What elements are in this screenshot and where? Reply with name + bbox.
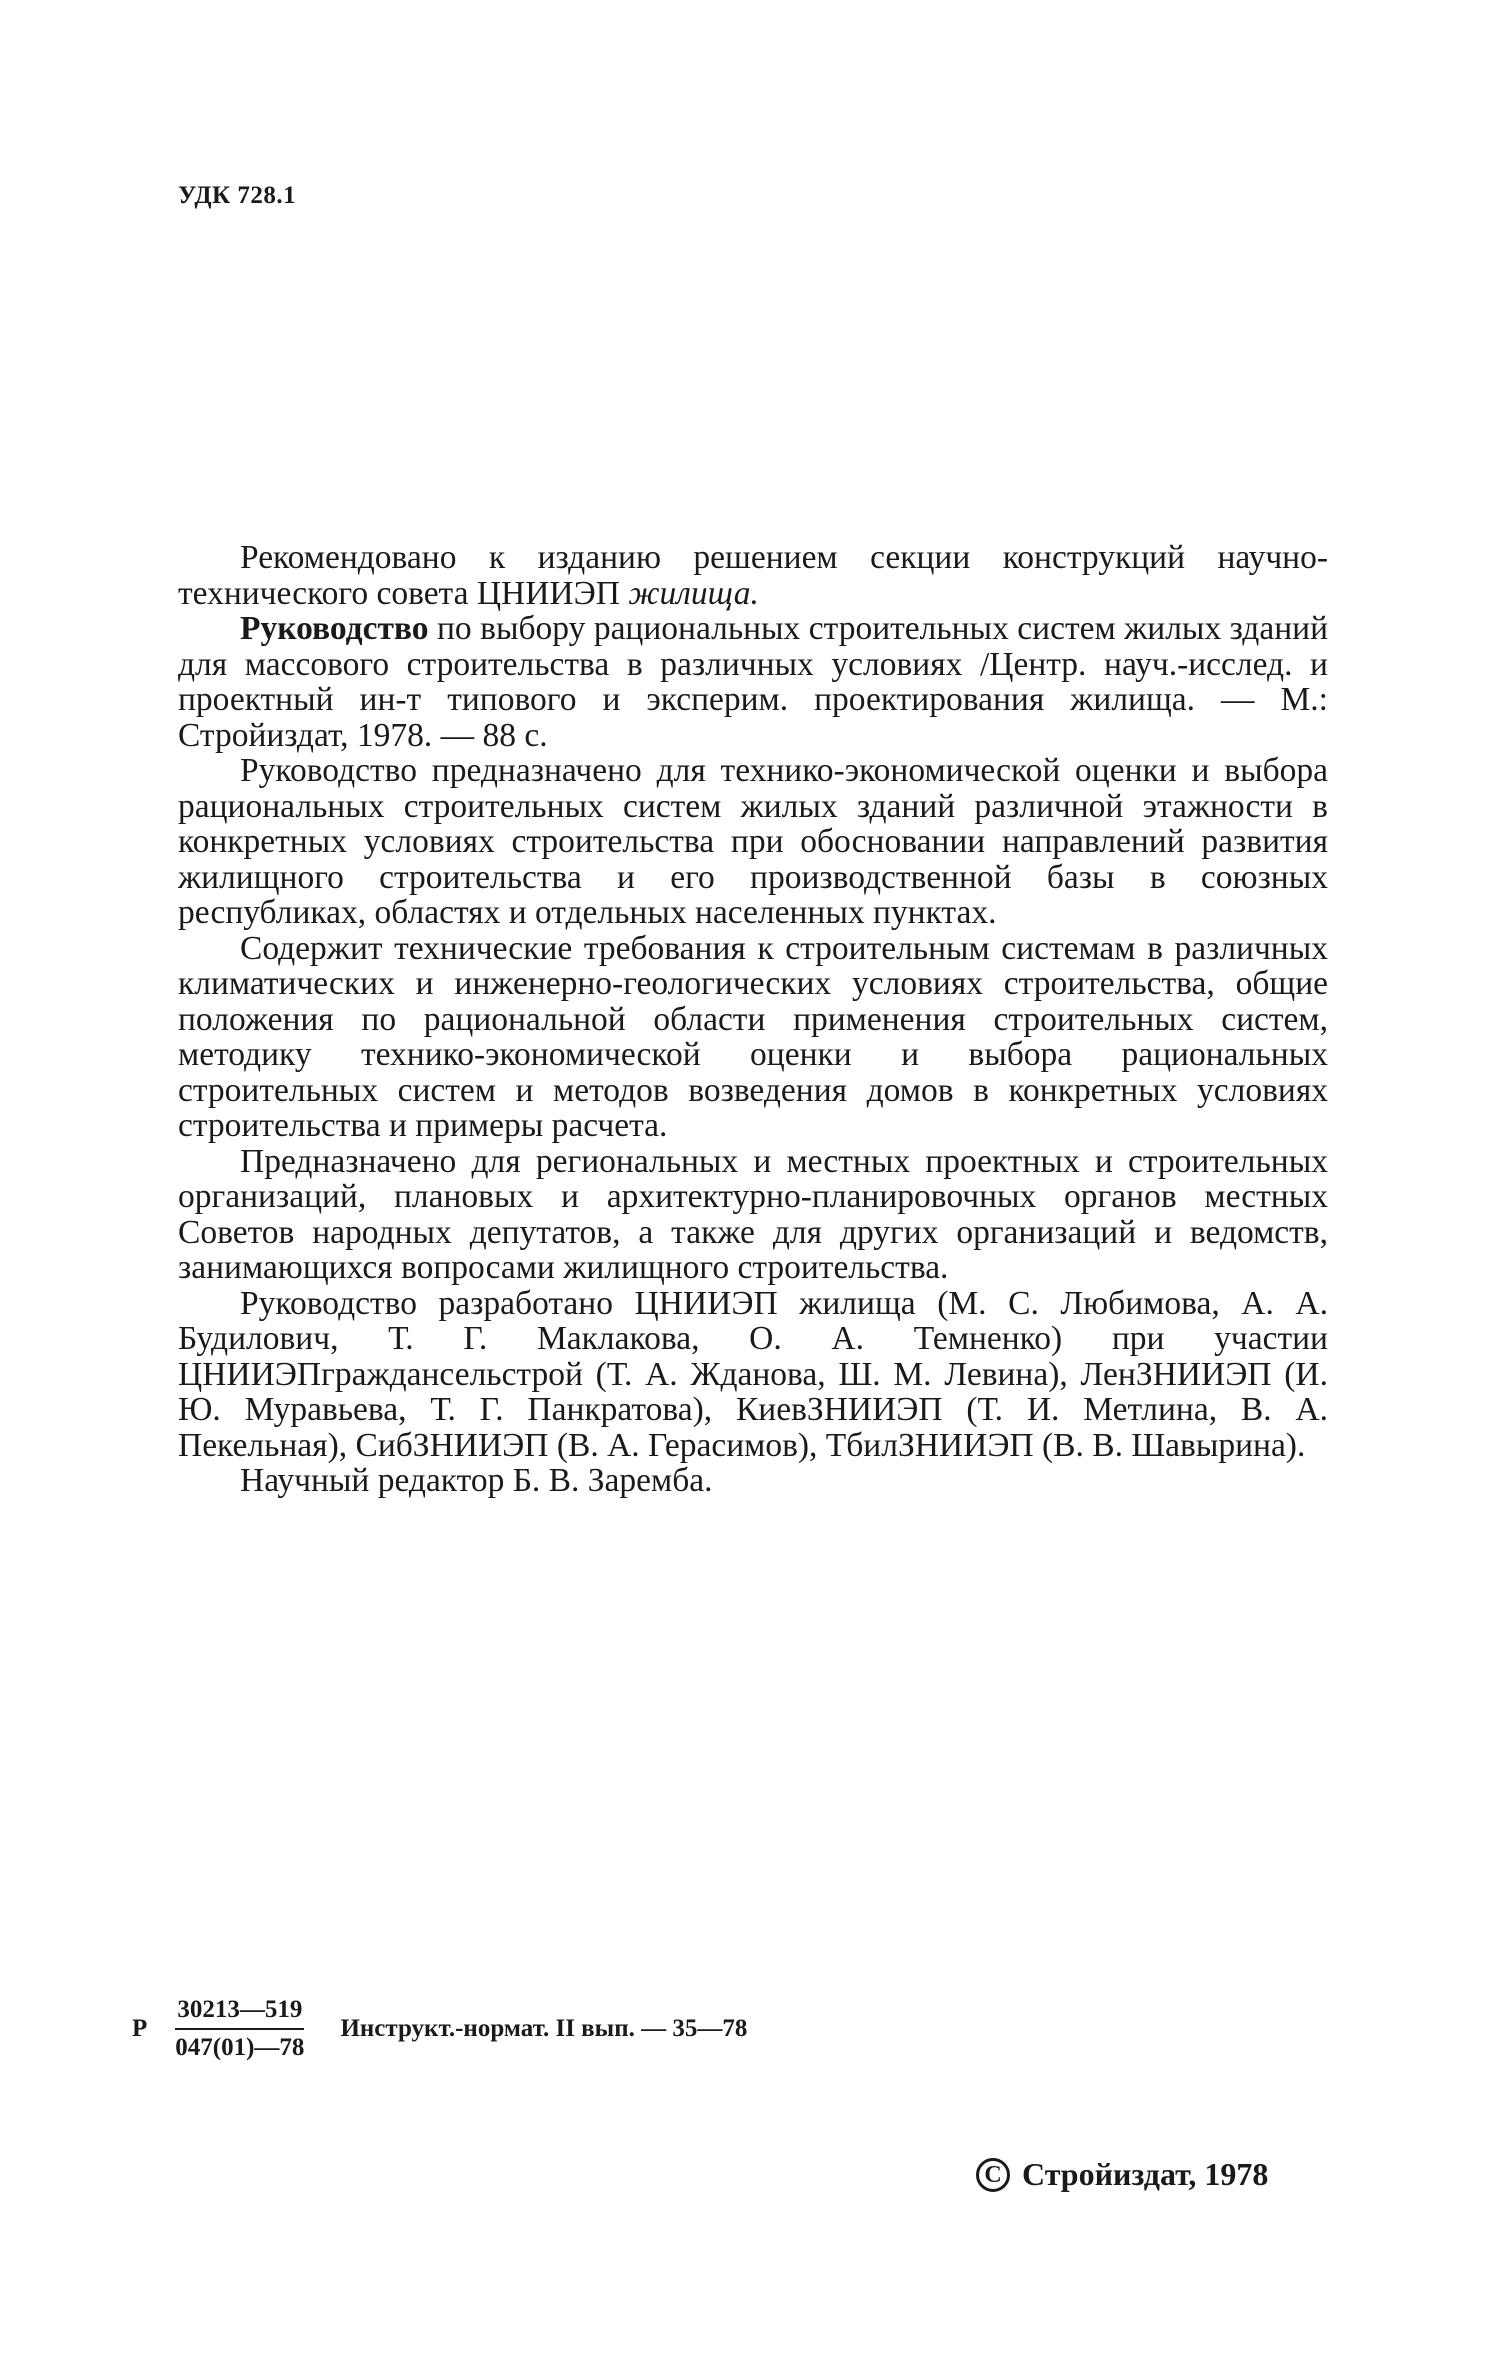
copyright-text: Стройиздат, 1978 xyxy=(1022,2156,1269,2192)
recommendation-italic: жилища. xyxy=(628,574,759,612)
editor-paragraph: Научный редактор Б. В. Заремба. xyxy=(240,1462,713,1499)
publication-fraction xyxy=(175,1996,304,2062)
udk-code: УДК 728.1 xyxy=(178,182,297,209)
instruction-code: Инструкт.-нормат. II вып. — 35—78 xyxy=(340,2015,748,2042)
publication-letter: Р xyxy=(132,2015,148,2042)
publication-code xyxy=(132,1996,747,2062)
fraction-denominator: 047(01)—78 xyxy=(175,2034,305,2061)
copyright-icon: C xyxy=(976,2158,1010,2192)
book-title-bold: Руководство xyxy=(240,610,429,647)
copyright-line xyxy=(976,2156,1268,2193)
audience-paragraph: Предназначено для региональных и местных проектных и строительных организаций, плановых и архитектурно-планировочных органов местных Советов народных депутатов, а также для других организаций и ведомств, занимающихся вопросами жилищного строительства. xyxy=(178,1142,1328,1286)
recommendation-text: Рекомендовано к изданию решением секции конструкций научно-технического совета ЦНИИЭП xyxy=(178,539,1328,612)
bibliographic-text: по выбору рациональных строительных систем жилых зданий для массового строительства в различных условиях /Центр. науч.-исслед. и проектный ин-т типового и эксперим. проектирования жилища. — М.: Стройиздат, 1978. — 88 с. xyxy=(178,610,1328,754)
contents-paragraph: Содержит технические требования к строительным системам в различных климатических и инженерно-геологических условиях строительства, общие положения по рациональной области применения строительных систем, методику технико-экономической оценки и выбора рациональных строительных систем и методов возведения домов в конкретных условиях строительства и примеры расчета. xyxy=(178,929,1328,1144)
purpose-paragraph: Руководство предназначено для технико-экономической оценки и выбора рациональных строительных систем жилых зданий различной этажности в конкретных условиях строительства при обосновании направлений развития жилищного строительства и его производственной базы в союзных республиках, областях и отдельных населенных пунктах. xyxy=(178,752,1328,931)
annotation-text xyxy=(178,540,1328,1499)
bibliographic-paragraph xyxy=(178,611,1328,753)
recommendation-paragraph xyxy=(178,540,1328,611)
fraction-numerator: 30213—519 xyxy=(175,1996,304,2030)
authors-paragraph: Руководство разработано ЦНИИЭП жилища (М. С. Любимова, А. А. Будилович, Т. Г. Маклакова, О. А. Темненко) при участии ЦНИИЭПграждансельстрой (Т. А. Жданова, Ш. М. Левина), ЛенЗНИИЭП (И. Ю. Муравьева, Т. Г. Панкратова), КиевЗНИИЭП (Т. И. Метлина, В. А. Пекельная), СибЗНИИЭП (В. А. Герасимов), ТбилЗНИИЭП (В. В. Шавырина). xyxy=(178,1284,1328,1464)
